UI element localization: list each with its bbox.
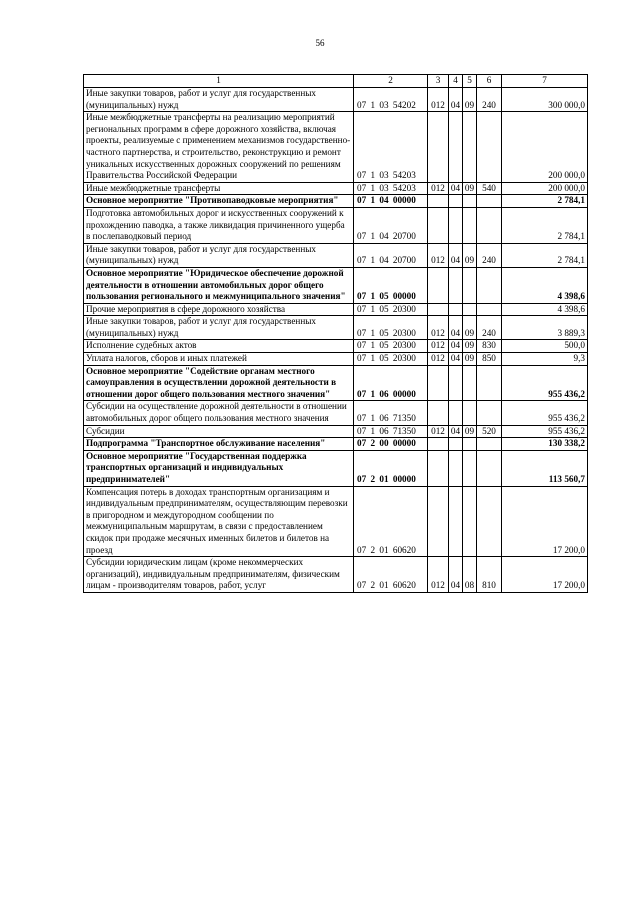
budget-table bbox=[83, 74, 588, 593]
row-expense-type-cell: 540 bbox=[477, 182, 502, 195]
row-sum-cell: 4 398,6 bbox=[502, 303, 588, 316]
table-row bbox=[84, 450, 588, 486]
row-name-cell: Подпрограмма "Транспортное обслуживание населения" bbox=[84, 438, 354, 451]
row-ministry-cell bbox=[428, 450, 449, 486]
row-name-cell: Подготовка автомобильных дорог и искусственных сооружений к прохождению паводка, а также ликвидация причиненного ущерба в послепаводковый период bbox=[84, 207, 354, 243]
row-name-cell: Основное мероприятие "Противопаводковые мероприятия" bbox=[84, 195, 354, 208]
row-subsection-cell: 09 bbox=[463, 316, 477, 340]
row-ministry-cell bbox=[428, 401, 449, 425]
row-name-cell: Иные межбюджетные трансферты bbox=[84, 182, 354, 195]
row-name-cell: Субсидии bbox=[84, 425, 354, 438]
row-ministry-cell: 012 bbox=[428, 353, 449, 366]
table-row bbox=[84, 401, 588, 425]
row-expense-type-cell: 830 bbox=[477, 340, 502, 353]
row-subsection-cell bbox=[463, 303, 477, 316]
row-name-cell: Иные закупки товаров, работ и услуг для государственных (муниципальных) нужд bbox=[84, 243, 354, 267]
row-name-cell: Субсидии юридическим лицам (кроме некоммерческих организаций), индивидуальным предпринимателям, физическим лицам - производителям товаров, работ, услуг bbox=[84, 557, 354, 593]
row-code-cell: 07 1 05 20300 bbox=[354, 303, 428, 316]
row-code-cell: 07 1 03 54203 bbox=[354, 182, 428, 195]
row-section-cell: 04 bbox=[449, 243, 463, 267]
row-section-cell: 04 bbox=[449, 425, 463, 438]
row-section-cell: 04 bbox=[449, 340, 463, 353]
row-subsection-cell: 09 bbox=[463, 340, 477, 353]
row-code-cell: 07 1 05 20300 bbox=[354, 340, 428, 353]
column-header: 1 bbox=[84, 75, 354, 88]
row-name-cell: Иные закупки товаров, работ и услуг для государственных (муниципальных) нужд bbox=[84, 88, 354, 112]
row-sum-cell: 113 560,7 bbox=[502, 450, 588, 486]
row-name-cell: Иные закупки товаров, работ и услуг для государственных (муниципальных) нужд bbox=[84, 316, 354, 340]
row-name-cell: Основное мероприятие "Юридическое обеспечение дорожной деятельности в отношении автомобильных дорог общего пользования регионального и межмуниципального значения" bbox=[84, 267, 354, 303]
row-ministry-cell: 012 bbox=[428, 88, 449, 112]
column-header: 7 bbox=[502, 75, 588, 88]
row-subsection-cell: 09 bbox=[463, 353, 477, 366]
row-sum-cell: 4 398,6 bbox=[502, 267, 588, 303]
row-expense-type-cell bbox=[477, 450, 502, 486]
row-sum-cell: 200 000,0 bbox=[502, 112, 588, 183]
row-sum-cell: 17 200,0 bbox=[502, 486, 588, 557]
row-sum-cell: 130 338,2 bbox=[502, 438, 588, 451]
table-row bbox=[84, 243, 588, 267]
row-subsection-cell bbox=[463, 112, 477, 183]
row-expense-type-cell bbox=[477, 303, 502, 316]
row-sum-cell: 500,0 bbox=[502, 340, 588, 353]
row-expense-type-cell bbox=[477, 112, 502, 183]
row-ministry-cell bbox=[428, 365, 449, 401]
table-row bbox=[84, 88, 588, 112]
row-section-cell: 04 bbox=[449, 316, 463, 340]
row-sum-cell: 2 784,1 bbox=[502, 195, 588, 208]
row-expense-type-cell bbox=[477, 195, 502, 208]
column-header: 2 bbox=[354, 75, 428, 88]
row-section-cell bbox=[449, 267, 463, 303]
table-body bbox=[84, 88, 588, 593]
row-code-cell: 07 1 04 20700 bbox=[354, 207, 428, 243]
row-expense-type-cell bbox=[477, 365, 502, 401]
table-row bbox=[84, 316, 588, 340]
row-name-cell: Основное мероприятие "Содействие органам местного самоуправления в осуществлении дорожной деятельности в отношении дорог общего пользования местного значения" bbox=[84, 365, 354, 401]
row-ministry-cell bbox=[428, 267, 449, 303]
row-code-cell: 07 2 00 00000 bbox=[354, 438, 428, 451]
row-code-cell: 07 2 01 00000 bbox=[354, 450, 428, 486]
row-ministry-cell bbox=[428, 207, 449, 243]
row-section-cell bbox=[449, 207, 463, 243]
row-code-cell: 07 1 05 20300 bbox=[354, 316, 428, 340]
row-sum-cell: 3 889,3 bbox=[502, 316, 588, 340]
row-code-cell: 07 1 03 54203 bbox=[354, 112, 428, 183]
row-name-cell: Субсидии на осуществление дорожной деятельности в отношении автомобильных дорог общего пользования местного значения bbox=[84, 401, 354, 425]
row-sum-cell: 955 436,2 bbox=[502, 401, 588, 425]
row-subsection-cell bbox=[463, 438, 477, 451]
column-header: 4 bbox=[449, 75, 463, 88]
row-section-cell bbox=[449, 303, 463, 316]
row-section-cell bbox=[449, 438, 463, 451]
row-section-cell: 04 bbox=[449, 88, 463, 112]
row-name-cell: Основное мероприятие "Государственная поддержка транспортных организаций и индивидуальных предпринимателей" bbox=[84, 450, 354, 486]
table-row bbox=[84, 207, 588, 243]
row-expense-type-cell bbox=[477, 438, 502, 451]
column-header: 3 bbox=[428, 75, 449, 88]
row-expense-type-cell: 810 bbox=[477, 557, 502, 593]
table-row bbox=[84, 353, 588, 366]
row-subsection-cell bbox=[463, 365, 477, 401]
row-code-cell: 07 1 04 00000 bbox=[354, 195, 428, 208]
row-expense-type-cell bbox=[477, 267, 502, 303]
row-section-cell: 04 bbox=[449, 182, 463, 195]
row-section-cell bbox=[449, 195, 463, 208]
row-section-cell bbox=[449, 486, 463, 557]
table-row bbox=[84, 182, 588, 195]
row-code-cell: 07 2 01 60620 bbox=[354, 557, 428, 593]
row-expense-type-cell: 520 bbox=[477, 425, 502, 438]
page-number: 56 bbox=[315, 38, 325, 48]
row-ministry-cell bbox=[428, 486, 449, 557]
row-code-cell: 07 1 05 20300 bbox=[354, 353, 428, 366]
row-ministry-cell: 012 bbox=[428, 425, 449, 438]
row-section-cell bbox=[449, 365, 463, 401]
row-section-cell: 04 bbox=[449, 557, 463, 593]
row-ministry-cell bbox=[428, 438, 449, 451]
row-ministry-cell: 012 bbox=[428, 243, 449, 267]
table-row bbox=[84, 557, 588, 593]
row-subsection-cell bbox=[463, 267, 477, 303]
table-row bbox=[84, 195, 588, 208]
row-subsection-cell: 08 bbox=[463, 557, 477, 593]
row-subsection-cell: 09 bbox=[463, 182, 477, 195]
row-subsection-cell bbox=[463, 207, 477, 243]
row-code-cell: 07 1 05 00000 bbox=[354, 267, 428, 303]
row-code-cell: 07 1 04 20700 bbox=[354, 243, 428, 267]
table-row bbox=[84, 365, 588, 401]
row-subsection-cell: 09 bbox=[463, 243, 477, 267]
row-sum-cell: 2 784,1 bbox=[502, 243, 588, 267]
row-ministry-cell: 012 bbox=[428, 316, 449, 340]
row-sum-cell: 300 000,0 bbox=[502, 88, 588, 112]
row-ministry-cell bbox=[428, 303, 449, 316]
row-sum-cell: 955 436,2 bbox=[502, 425, 588, 438]
row-ministry-cell: 012 bbox=[428, 340, 449, 353]
row-section-cell bbox=[449, 112, 463, 183]
row-subsection-cell: 09 bbox=[463, 425, 477, 438]
row-code-cell: 07 2 01 60620 bbox=[354, 486, 428, 557]
row-code-cell: 07 1 06 71350 bbox=[354, 425, 428, 438]
row-expense-type-cell bbox=[477, 207, 502, 243]
row-subsection-cell bbox=[463, 195, 477, 208]
row-sum-cell: 200 000,0 bbox=[502, 182, 588, 195]
row-name-cell: Исполнение судебных актов bbox=[84, 340, 354, 353]
row-expense-type-cell bbox=[477, 486, 502, 557]
row-expense-type-cell: 850 bbox=[477, 353, 502, 366]
row-subsection-cell bbox=[463, 450, 477, 486]
row-expense-type-cell: 240 bbox=[477, 243, 502, 267]
row-section-cell bbox=[449, 401, 463, 425]
row-code-cell: 07 1 06 00000 bbox=[354, 365, 428, 401]
row-ministry-cell: 012 bbox=[428, 182, 449, 195]
row-subsection-cell: 09 bbox=[463, 88, 477, 112]
row-expense-type-cell bbox=[477, 401, 502, 425]
table-row bbox=[84, 438, 588, 451]
row-ministry-cell bbox=[428, 195, 449, 208]
row-expense-type-cell: 240 bbox=[477, 88, 502, 112]
row-name-cell: Иные межбюджетные трансферты на реализацию мероприятий региональных программ в сфере дорожного хозяйства, включая проекты, реализуемые с применением механизмов государственно-частного партнерства, и строительство, реконструкцию и ремонт уникальных искусственных дорожных сооружений по решениям Правительства Российской Федерации bbox=[84, 112, 354, 183]
row-ministry-cell: 012 bbox=[428, 557, 449, 593]
row-sum-cell: 2 784,1 bbox=[502, 207, 588, 243]
row-subsection-cell bbox=[463, 401, 477, 425]
row-sum-cell: 9,3 bbox=[502, 353, 588, 366]
row-section-cell bbox=[449, 450, 463, 486]
table-row bbox=[84, 303, 588, 316]
row-name-cell: Уплата налогов, сборов и иных платежей bbox=[84, 353, 354, 366]
row-sum-cell: 17 200,0 bbox=[502, 557, 588, 593]
column-header: 6 bbox=[477, 75, 502, 88]
column-header: 5 bbox=[463, 75, 477, 88]
row-sum-cell: 955 436,2 bbox=[502, 365, 588, 401]
table-row bbox=[84, 267, 588, 303]
table-row bbox=[84, 486, 588, 557]
row-subsection-cell bbox=[463, 486, 477, 557]
row-code-cell: 07 1 06 71350 bbox=[354, 401, 428, 425]
row-name-cell: Компенсация потерь в доходах транспортным организациям и индивидуальным предпринимателям, осуществляющим перевозки в пригородном и междугородном сообщении по межмуниципальным маршрутам, в связи с предоставлением скидок при продаже месячных именных билетов и билетов на проезд bbox=[84, 486, 354, 557]
row-code-cell: 07 1 03 54202 bbox=[354, 88, 428, 112]
table-row bbox=[84, 425, 588, 438]
row-expense-type-cell: 240 bbox=[477, 316, 502, 340]
table-row bbox=[84, 112, 588, 183]
row-ministry-cell bbox=[428, 112, 449, 183]
row-name-cell: Прочие мероприятия в сфере дорожного хозяйства bbox=[84, 303, 354, 316]
table-row bbox=[84, 340, 588, 353]
row-section-cell: 04 bbox=[449, 353, 463, 366]
column-header-row bbox=[84, 75, 588, 88]
